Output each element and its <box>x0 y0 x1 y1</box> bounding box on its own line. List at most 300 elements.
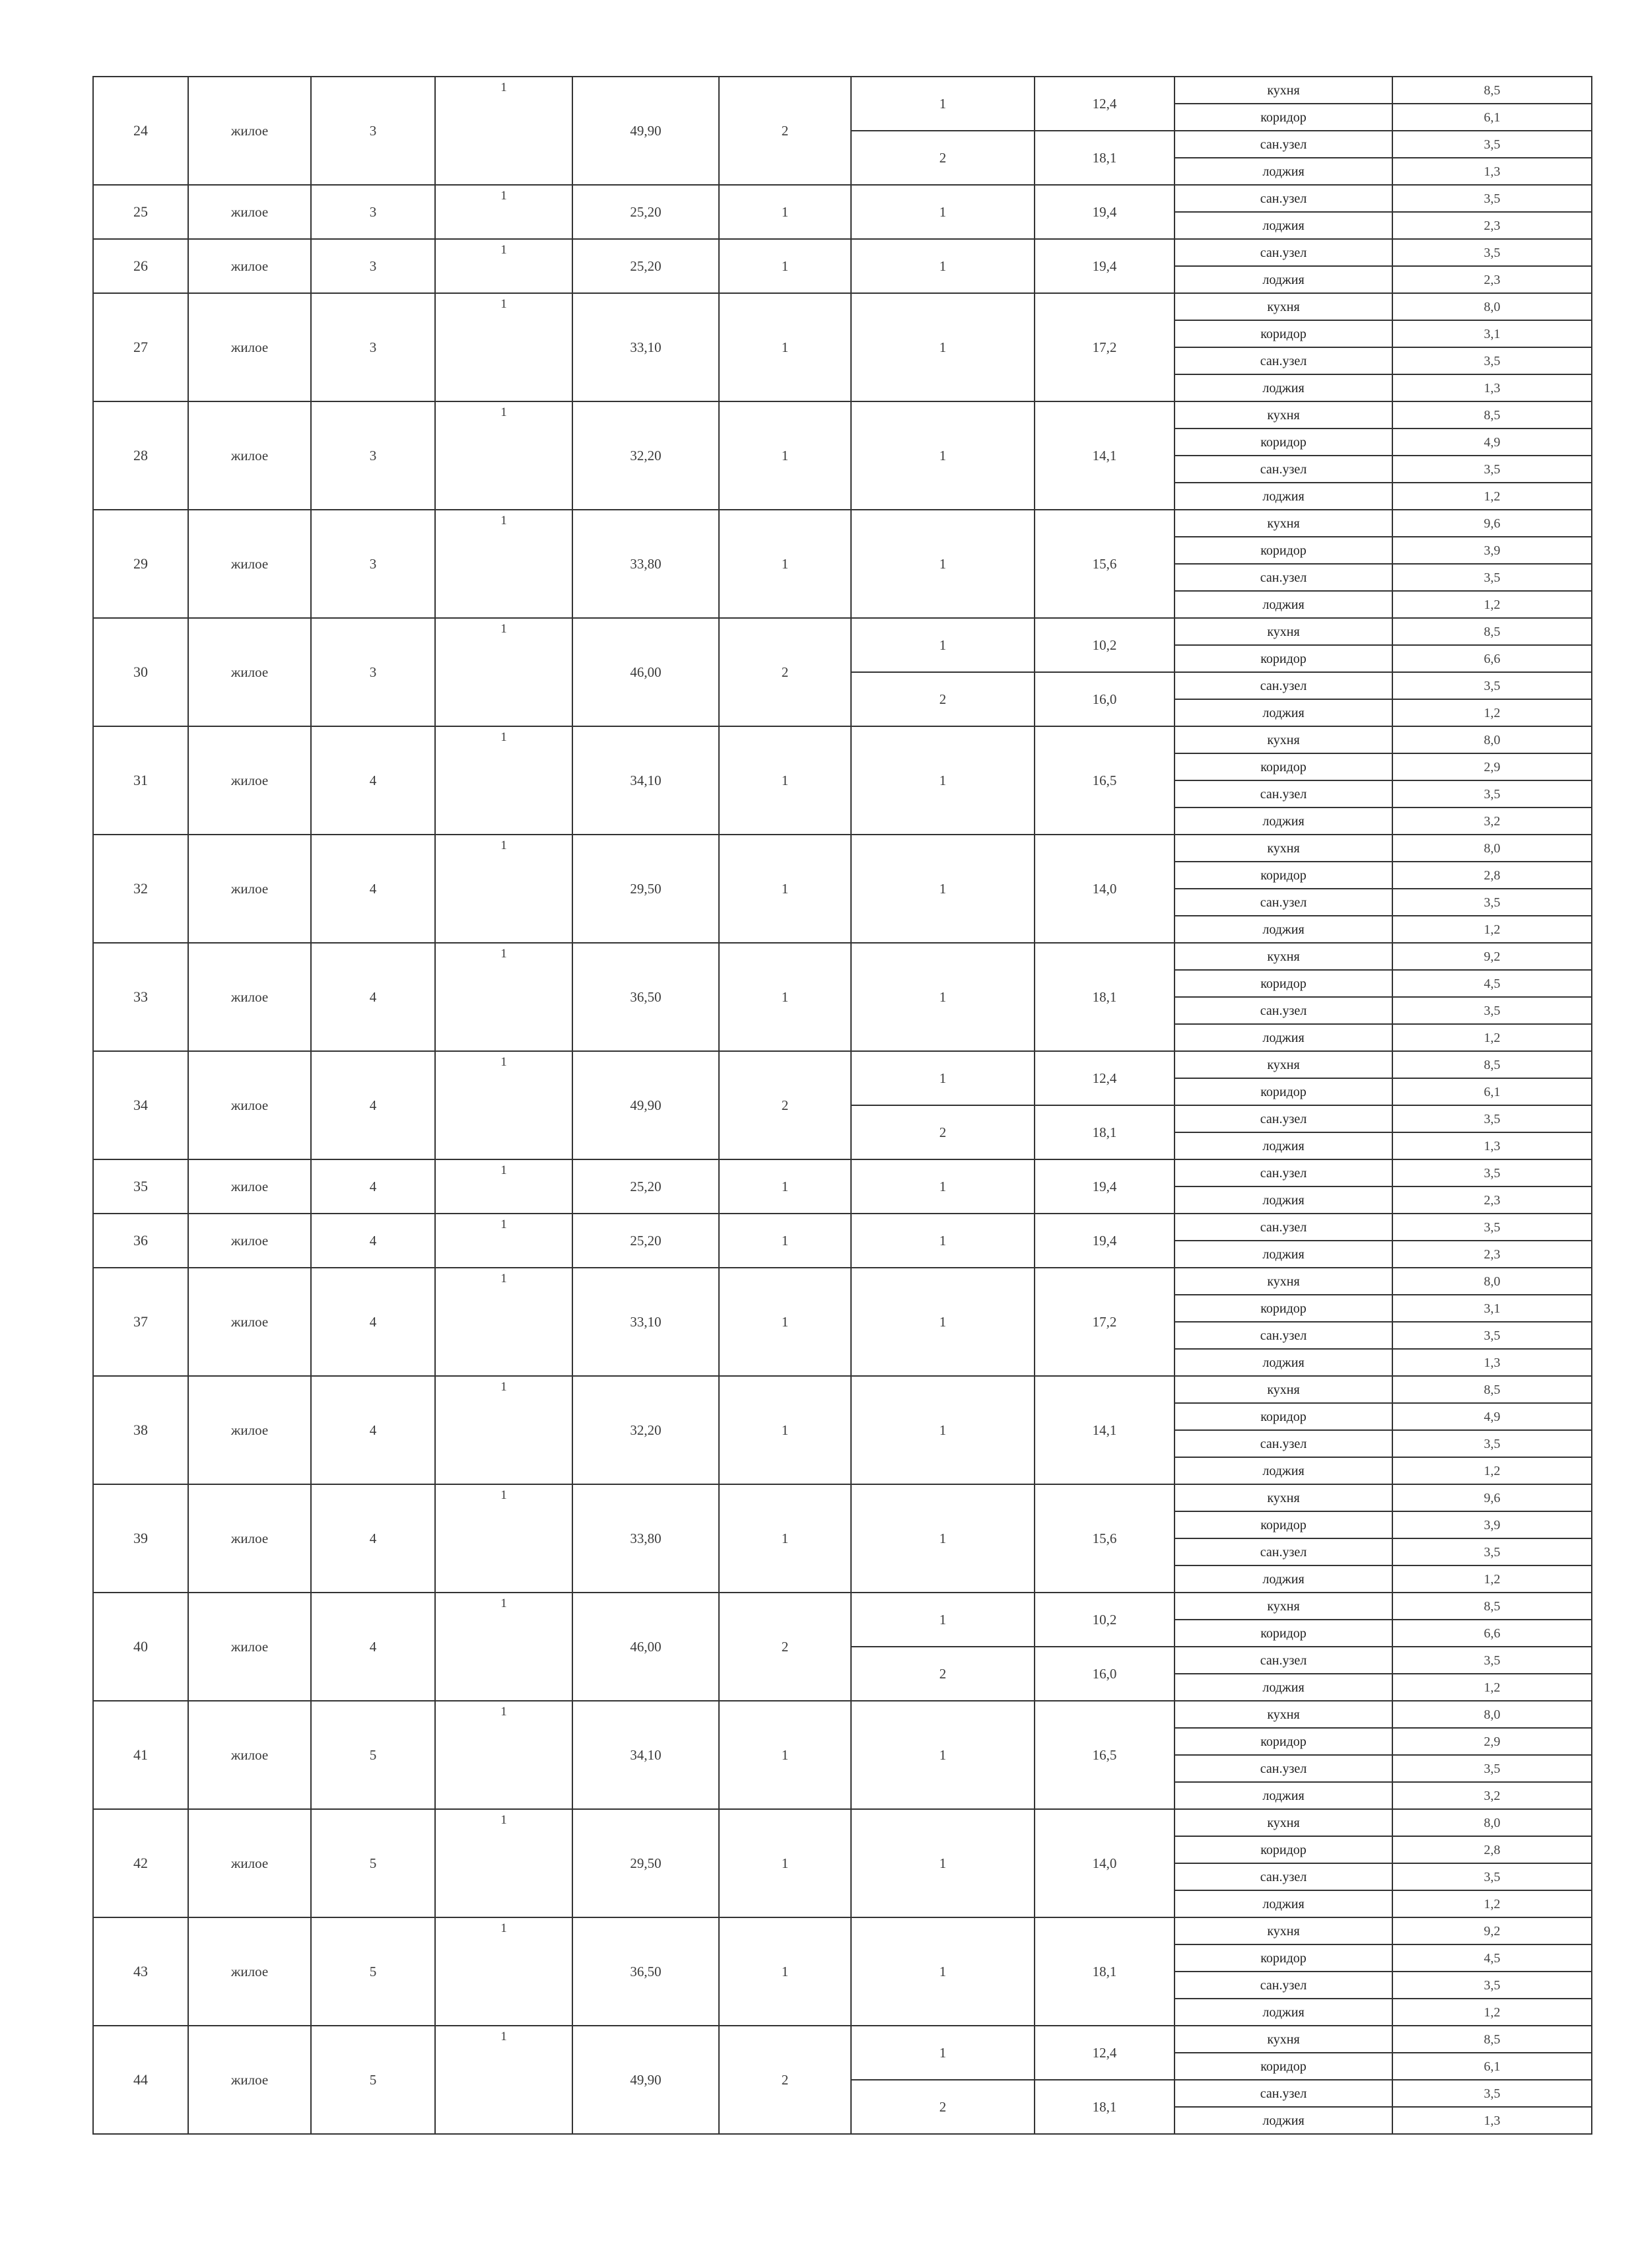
aux-room-name: лоджия <box>1175 483 1392 510</box>
aux-room-name: коридор <box>1175 2053 1392 2080</box>
section-mark: 1 <box>435 726 572 835</box>
total-area: 49,90 <box>572 77 719 185</box>
aux-room-area: 1,2 <box>1392 916 1592 943</box>
apartment-number: 27 <box>93 293 188 401</box>
living-room-number: 1 <box>851 1051 1035 1105</box>
table-row <box>93 835 1592 862</box>
living-room-number: 1 <box>851 618 1035 672</box>
table-row <box>93 726 1592 753</box>
aux-room-name: кухня <box>1175 1593 1392 1620</box>
floor: 3 <box>311 293 435 401</box>
room-count: 1 <box>719 1214 851 1268</box>
aux-room-area: 1,2 <box>1392 591 1592 618</box>
apartment-number: 35 <box>93 1159 188 1214</box>
aux-room-area: 6,6 <box>1392 645 1592 672</box>
apartment-number: 33 <box>93 943 188 1051</box>
living-room-number: 1 <box>851 1159 1035 1214</box>
aux-room-area: 8,5 <box>1392 618 1592 645</box>
floor: 3 <box>311 239 435 293</box>
aux-room-name: лоджия <box>1175 591 1392 618</box>
aux-room-name: кухня <box>1175 77 1392 104</box>
aux-room-area: 1,3 <box>1392 374 1592 401</box>
aux-room-area: 8,5 <box>1392 1376 1592 1403</box>
premises-type: жилое <box>188 2026 311 2134</box>
aux-room-name: кухня <box>1175 726 1392 753</box>
floor: 4 <box>311 1214 435 1268</box>
section-mark: 1 <box>435 185 572 239</box>
floor: 4 <box>311 1484 435 1593</box>
room-count: 2 <box>719 77 851 185</box>
living-room-number: 1 <box>851 2026 1035 2080</box>
room-count: 1 <box>719 1701 851 1809</box>
living-room-number: 1 <box>851 726 1035 835</box>
section-mark: 1 <box>435 239 572 293</box>
aux-room-name: сан.узел <box>1175 1647 1392 1674</box>
aux-room-area: 8,0 <box>1392 1809 1592 1836</box>
living-room-area: 18,1 <box>1035 943 1175 1051</box>
room-count: 1 <box>719 1159 851 1214</box>
aux-room-name: лоджия <box>1175 1241 1392 1268</box>
living-room-area: 10,2 <box>1035 1593 1175 1647</box>
room-count: 1 <box>719 239 851 293</box>
floor: 5 <box>311 1917 435 2026</box>
premises-type: жилое <box>188 239 311 293</box>
aux-room-area: 3,5 <box>1392 185 1592 212</box>
section-mark: 1 <box>435 835 572 943</box>
aux-room-area: 3,5 <box>1392 239 1592 266</box>
premises-type: жилое <box>188 1214 311 1268</box>
premises-type: жилое <box>188 943 311 1051</box>
premises-type: жилое <box>188 1159 311 1214</box>
living-room-number: 2 <box>851 2080 1035 2134</box>
aux-room-area: 4,5 <box>1392 1944 1592 1972</box>
room-count: 1 <box>719 185 851 239</box>
living-room-number: 2 <box>851 1105 1035 1159</box>
aux-room-area: 1,2 <box>1392 1674 1592 1701</box>
living-room-area: 19,4 <box>1035 185 1175 239</box>
premises-type: жилое <box>188 1701 311 1809</box>
living-room-area: 19,4 <box>1035 1159 1175 1214</box>
aux-room-name: кухня <box>1175 510 1392 537</box>
floor: 4 <box>311 1268 435 1376</box>
table-row <box>93 618 1592 645</box>
aux-room-area: 3,5 <box>1392 1322 1592 1349</box>
aux-room-area: 2,9 <box>1392 1728 1592 1755</box>
table-row <box>93 1268 1592 1295</box>
aux-room-area: 8,0 <box>1392 835 1592 862</box>
apartment-number: 43 <box>93 1917 188 2026</box>
aux-room-area: 8,0 <box>1392 1268 1592 1295</box>
floor: 4 <box>311 1159 435 1214</box>
aux-room-area: 8,0 <box>1392 1701 1592 1728</box>
aux-room-name: лоджия <box>1175 212 1392 239</box>
total-area: 46,00 <box>572 1593 719 1701</box>
living-room-area: 12,4 <box>1035 1051 1175 1105</box>
aux-room-name: коридор <box>1175 1728 1392 1755</box>
living-room-area: 18,1 <box>1035 1105 1175 1159</box>
aux-room-area: 3,5 <box>1392 1647 1592 1674</box>
aux-room-area: 1,2 <box>1392 483 1592 510</box>
aux-room-area: 6,1 <box>1392 2053 1592 2080</box>
aux-room-area: 1,2 <box>1392 1024 1592 1051</box>
room-count: 2 <box>719 618 851 726</box>
floor: 4 <box>311 1593 435 1701</box>
section-mark: 1 <box>435 1268 572 1376</box>
table-row <box>93 1484 1592 1511</box>
aux-room-name: кухня <box>1175 618 1392 645</box>
aux-room-name: кухня <box>1175 943 1392 970</box>
aux-room-area: 9,2 <box>1392 943 1592 970</box>
premises-type: жилое <box>188 1484 311 1593</box>
aux-room-name: сан.узел <box>1175 347 1392 374</box>
aux-room-area: 3,5 <box>1392 1159 1592 1186</box>
table-row <box>93 1701 1592 1728</box>
aux-room-area: 8,5 <box>1392 1593 1592 1620</box>
aux-room-area: 3,5 <box>1392 780 1592 808</box>
aux-room-area: 2,9 <box>1392 753 1592 780</box>
aux-room-name: лоджия <box>1175 1457 1392 1484</box>
aux-room-area: 1,2 <box>1392 699 1592 726</box>
table-row <box>93 77 1592 104</box>
room-count: 1 <box>719 293 851 401</box>
apartment-number: 31 <box>93 726 188 835</box>
total-area: 29,50 <box>572 1809 719 1917</box>
aux-room-name: коридор <box>1175 429 1392 456</box>
aux-room-name: лоджия <box>1175 1782 1392 1809</box>
aux-room-area: 3,5 <box>1392 1755 1592 1782</box>
premises-type: жилое <box>188 1376 311 1484</box>
aux-room-name: кухня <box>1175 1376 1392 1403</box>
aux-room-area: 4,9 <box>1392 429 1592 456</box>
living-room-number: 1 <box>851 1701 1035 1809</box>
section-mark: 1 <box>435 1917 572 2026</box>
floor: 5 <box>311 1701 435 1809</box>
living-room-area: 14,1 <box>1035 401 1175 510</box>
aux-room-area: 8,5 <box>1392 401 1592 429</box>
table-row <box>93 401 1592 429</box>
aux-room-name: кухня <box>1175 1051 1392 1078</box>
premises-type: жилое <box>188 401 311 510</box>
living-room-area: 12,4 <box>1035 2026 1175 2080</box>
total-area: 25,20 <box>572 239 719 293</box>
room-count: 1 <box>719 1268 851 1376</box>
section-mark: 1 <box>435 293 572 401</box>
aux-room-name: лоджия <box>1175 266 1392 293</box>
aux-room-name: кухня <box>1175 835 1392 862</box>
aux-room-name: кухня <box>1175 293 1392 320</box>
apartment-number: 44 <box>93 2026 188 2134</box>
aux-room-area: 6,1 <box>1392 1078 1592 1105</box>
room-count: 1 <box>719 835 851 943</box>
aux-room-name: лоджия <box>1175 916 1392 943</box>
table-row <box>93 239 1592 266</box>
room-count: 1 <box>719 1917 851 2026</box>
floor: 4 <box>311 1376 435 1484</box>
aux-room-area: 2,3 <box>1392 212 1592 239</box>
premises-type: жилое <box>188 1051 311 1159</box>
table-row <box>93 1051 1592 1078</box>
apartment-number: 25 <box>93 185 188 239</box>
aux-room-name: лоджия <box>1175 1999 1392 2026</box>
aux-room-area: 3,5 <box>1392 1214 1592 1241</box>
aux-room-name: лоджия <box>1175 1186 1392 1214</box>
apartment-number: 26 <box>93 239 188 293</box>
premises-type: жилое <box>188 77 311 185</box>
aux-room-area: 8,0 <box>1392 726 1592 753</box>
living-room-number: 1 <box>851 185 1035 239</box>
aux-room-name: лоджия <box>1175 808 1392 835</box>
aux-room-name: сан.узел <box>1175 1430 1392 1457</box>
room-count: 1 <box>719 943 851 1051</box>
aux-room-name: кухня <box>1175 1484 1392 1511</box>
total-area: 49,90 <box>572 1051 719 1159</box>
aux-room-name: сан.узел <box>1175 997 1392 1024</box>
living-room-number: 1 <box>851 1268 1035 1376</box>
section-mark: 1 <box>435 618 572 726</box>
aux-room-name: коридор <box>1175 970 1392 997</box>
aux-room-name: сан.узел <box>1175 1863 1392 1890</box>
aux-room-area: 2,8 <box>1392 1836 1592 1863</box>
total-area: 34,10 <box>572 726 719 835</box>
aux-room-area: 9,2 <box>1392 1917 1592 1944</box>
aux-room-area: 8,5 <box>1392 2026 1592 2053</box>
aux-room-name: лоджия <box>1175 1565 1392 1593</box>
living-room-area: 14,0 <box>1035 835 1175 943</box>
aux-room-name: коридор <box>1175 1511 1392 1538</box>
apartment-number: 36 <box>93 1214 188 1268</box>
living-room-area: 16,5 <box>1035 1701 1175 1809</box>
living-room-area: 18,1 <box>1035 131 1175 185</box>
room-count: 2 <box>719 2026 851 2134</box>
apartment-number: 30 <box>93 618 188 726</box>
apartment-number: 32 <box>93 835 188 943</box>
section-mark: 1 <box>435 1376 572 1484</box>
table-row <box>93 943 1592 970</box>
apartment-number: 37 <box>93 1268 188 1376</box>
aux-room-area: 3,9 <box>1392 1511 1592 1538</box>
aux-room-area: 4,9 <box>1392 1403 1592 1430</box>
room-count: 1 <box>719 510 851 618</box>
living-room-number: 1 <box>851 943 1035 1051</box>
living-room-area: 17,2 <box>1035 293 1175 401</box>
aux-room-area: 3,5 <box>1392 672 1592 699</box>
aux-room-name: коридор <box>1175 1078 1392 1105</box>
aux-room-name: коридор <box>1175 1944 1392 1972</box>
room-count: 1 <box>719 1809 851 1917</box>
room-count: 1 <box>719 401 851 510</box>
total-area: 36,50 <box>572 1917 719 2026</box>
aux-room-name: кухня <box>1175 1809 1392 1836</box>
aux-room-area: 6,6 <box>1392 1620 1592 1647</box>
table-row <box>93 1376 1592 1403</box>
aux-room-name: коридор <box>1175 1620 1392 1647</box>
section-mark: 1 <box>435 1809 572 1917</box>
apartment-number: 39 <box>93 1484 188 1593</box>
aux-room-name: лоджия <box>1175 1132 1392 1159</box>
premises-type: жилое <box>188 510 311 618</box>
table-row <box>93 185 1592 212</box>
aux-room-name: лоджия <box>1175 158 1392 185</box>
aux-room-name: кухня <box>1175 1268 1392 1295</box>
living-room-area: 14,1 <box>1035 1376 1175 1484</box>
aux-room-area: 1,2 <box>1392 1457 1592 1484</box>
table-row <box>93 1917 1592 1944</box>
aux-room-name: коридор <box>1175 1403 1392 1430</box>
section-mark: 1 <box>435 1214 572 1268</box>
total-area: 25,20 <box>572 185 719 239</box>
floor: 5 <box>311 2026 435 2134</box>
aux-room-name: коридор <box>1175 320 1392 347</box>
apartment-table <box>92 76 1592 2135</box>
living-room-number: 1 <box>851 293 1035 401</box>
living-room-number: 2 <box>851 1647 1035 1701</box>
aux-room-name: коридор <box>1175 537 1392 564</box>
aux-room-area: 3,5 <box>1392 347 1592 374</box>
aux-room-area: 1,2 <box>1392 1999 1592 2026</box>
total-area: 25,20 <box>572 1214 719 1268</box>
aux-room-area: 3,5 <box>1392 1863 1592 1890</box>
aux-room-area: 9,6 <box>1392 510 1592 537</box>
section-mark: 1 <box>435 77 572 185</box>
aux-room-name: сан.узел <box>1175 1105 1392 1132</box>
living-room-number: 1 <box>851 1484 1035 1593</box>
living-room-area: 10,2 <box>1035 618 1175 672</box>
aux-room-area: 2,8 <box>1392 862 1592 889</box>
room-count: 1 <box>719 1376 851 1484</box>
living-room-number: 2 <box>851 131 1035 185</box>
aux-room-name: сан.узел <box>1175 1159 1392 1186</box>
total-area: 25,20 <box>572 1159 719 1214</box>
living-room-area: 19,4 <box>1035 239 1175 293</box>
living-room-number: 1 <box>851 1593 1035 1647</box>
total-area: 32,20 <box>572 401 719 510</box>
aux-room-area: 8,0 <box>1392 293 1592 320</box>
aux-room-name: сан.узел <box>1175 456 1392 483</box>
floor: 4 <box>311 943 435 1051</box>
aux-room-area: 6,1 <box>1392 104 1592 131</box>
aux-room-name: сан.узел <box>1175 780 1392 808</box>
living-room-area: 17,2 <box>1035 1268 1175 1376</box>
living-room-area: 12,4 <box>1035 77 1175 131</box>
premises-type: жилое <box>188 185 311 239</box>
aux-room-area: 3,5 <box>1392 889 1592 916</box>
living-room-number: 1 <box>851 1214 1035 1268</box>
apartment-number: 34 <box>93 1051 188 1159</box>
living-room-area: 19,4 <box>1035 1214 1175 1268</box>
living-room-number: 1 <box>851 1376 1035 1484</box>
floor: 3 <box>311 618 435 726</box>
aux-room-name: лоджия <box>1175 2107 1392 2134</box>
premises-type: жилое <box>188 293 311 401</box>
table-row <box>93 510 1592 537</box>
aux-room-name: лоджия <box>1175 1890 1392 1917</box>
floor: 5 <box>311 1809 435 1917</box>
aux-room-area: 2,3 <box>1392 1186 1592 1214</box>
living-room-area: 15,6 <box>1035 510 1175 618</box>
living-room-number: 1 <box>851 77 1035 131</box>
aux-room-area: 1,3 <box>1392 1132 1592 1159</box>
floor: 3 <box>311 510 435 618</box>
aux-room-name: сан.узел <box>1175 1214 1392 1241</box>
living-room-area: 16,0 <box>1035 1647 1175 1701</box>
aux-room-name: кухня <box>1175 2026 1392 2053</box>
aux-room-area: 3,2 <box>1392 1782 1592 1809</box>
aux-room-name: кухня <box>1175 1917 1392 1944</box>
aux-room-area: 3,5 <box>1392 1538 1592 1565</box>
total-area: 49,90 <box>572 2026 719 2134</box>
aux-room-area: 2,3 <box>1392 266 1592 293</box>
total-area: 33,10 <box>572 293 719 401</box>
room-count: 1 <box>719 1484 851 1593</box>
aux-room-area: 8,5 <box>1392 1051 1592 1078</box>
total-area: 36,50 <box>572 943 719 1051</box>
table-row <box>93 293 1592 320</box>
aux-room-name: лоджия <box>1175 1674 1392 1701</box>
total-area: 32,20 <box>572 1376 719 1484</box>
premises-type: жилое <box>188 1809 311 1917</box>
floor: 4 <box>311 835 435 943</box>
aux-room-name: сан.узел <box>1175 2080 1392 2107</box>
aux-room-area: 2,3 <box>1392 1241 1592 1268</box>
living-room-area: 14,0 <box>1035 1809 1175 1917</box>
aux-room-area: 3,5 <box>1392 1105 1592 1132</box>
aux-room-area: 3,9 <box>1392 537 1592 564</box>
aux-room-name: кухня <box>1175 1701 1392 1728</box>
table-row <box>93 2026 1592 2053</box>
aux-room-area: 1,2 <box>1392 1890 1592 1917</box>
aux-room-area: 1,3 <box>1392 2107 1592 2134</box>
aux-room-area: 4,5 <box>1392 970 1592 997</box>
living-room-number: 1 <box>851 401 1035 510</box>
aux-room-name: кухня <box>1175 401 1392 429</box>
living-room-area: 16,5 <box>1035 726 1175 835</box>
apartment-number: 38 <box>93 1376 188 1484</box>
aux-room-name: лоджия <box>1175 699 1392 726</box>
apartment-number: 41 <box>93 1701 188 1809</box>
section-mark: 1 <box>435 1159 572 1214</box>
premises-type: жилое <box>188 1268 311 1376</box>
room-count: 2 <box>719 1593 851 1701</box>
aux-room-area: 3,1 <box>1392 320 1592 347</box>
section-mark: 1 <box>435 510 572 618</box>
living-room-number: 1 <box>851 1809 1035 1917</box>
aux-room-name: сан.узел <box>1175 672 1392 699</box>
aux-room-name: сан.узел <box>1175 1755 1392 1782</box>
section-mark: 1 <box>435 401 572 510</box>
living-room-area: 16,0 <box>1035 672 1175 726</box>
aux-room-name: сан.узел <box>1175 1538 1392 1565</box>
room-count: 1 <box>719 726 851 835</box>
section-mark: 1 <box>435 2026 572 2134</box>
floor: 3 <box>311 77 435 185</box>
living-room-number: 1 <box>851 1917 1035 2026</box>
aux-room-name: коридор <box>1175 1836 1392 1863</box>
aux-room-name: лоджия <box>1175 374 1392 401</box>
aux-room-name: сан.узел <box>1175 564 1392 591</box>
aux-room-area: 3,2 <box>1392 808 1592 835</box>
living-room-number: 1 <box>851 835 1035 943</box>
aux-room-area: 3,5 <box>1392 997 1592 1024</box>
aux-room-area: 3,5 <box>1392 1972 1592 1999</box>
apartment-number: 40 <box>93 1593 188 1701</box>
scanned-page <box>92 76 1591 2135</box>
living-room-number: 1 <box>851 510 1035 618</box>
aux-room-name: лоджия <box>1175 1024 1392 1051</box>
aux-room-name: сан.узел <box>1175 1322 1392 1349</box>
apartment-number: 29 <box>93 510 188 618</box>
total-area: 33,10 <box>572 1268 719 1376</box>
table-row <box>93 1809 1592 1836</box>
